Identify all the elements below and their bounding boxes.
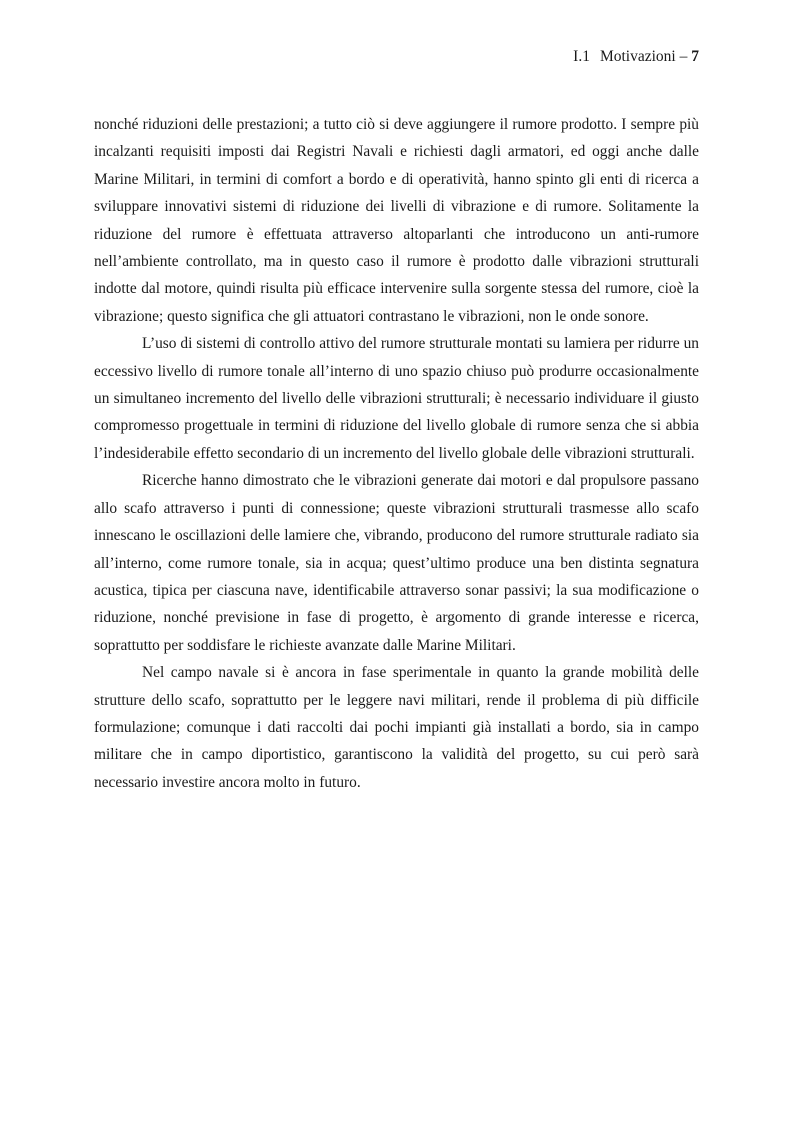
paragraph-active-noise-control: L’uso di sistemi di controllo attivo del rumore strutturale montati su lamiera per ridurre un eccessivo livello di rumore tonale all’interno di uno spazio chiuso può produrre occasionalmente un simultaneo incremento del livello delle vibrazioni strutturali; è necessario individuare il giusto compromesso progettuale in termini di riduzione del livello globale di rumore senza che si abbia l’indesiderabile effetto secondario di un incremento del livello globale delle vibrazioni strutturali. (94, 335, 699, 462)
paragraph-continuation: nonché riduzioni delle prestazioni; a tutto ciò si deve aggiungere il rumore prodotto. I sempre più incalzanti requisiti imposti dai Registri Navali e richiesti dagli armatori, ed oggi anche dalle Marine Militari, in termini di comfort a bordo e di operatività, hanno spinto gli enti di ricerca a sviluppare innovativi sistemi di riduzione dei livelli di vibrazione e di rumore. Solitamente la riduzione del rumore è effettuata attraverso altoparlanti che introducono un anti-rumore nell’ambiente controllato, ma in questo caso il rumore è prodotto dalle vibrazioni strutturali indotte dal motore, quindi risulta più efficace intervenire sulla sorgente stessa del rumore, cioè la vibrazione; questo significa che gli attuatori contrastano le vibrazioni, non le onde sonore. (94, 116, 699, 325)
running-header (573, 46, 699, 68)
header-separator: – (679, 48, 688, 65)
section-title: Motivazioni (599, 48, 676, 65)
body-text (94, 111, 699, 796)
paragraph-research-vibrations: Ricerche hanno dimostrato che le vibrazioni generate dai motori e dal propulsore passano allo scafo attraverso i punti di connessione; queste vibrazioni strutturali trasmesse allo scafo innescano le oscillazioni delle lamiere che, vibrando, producono del rumore strutturale radiato sia all’interno, come rumore tonale, sia in acqua; quest’ultimo produce una ben distinta segnatura acustica, tipica per ciascuna nave, identificabile attraverso sonar passivi; la sua modificazione o riduzione, nonché previsione in fase di progetto, è argomento di grande interesse e ricerca, soprattutto per soddisfare le richieste avanzate dalle Marine Militari. (94, 472, 699, 654)
paragraph-naval-field: Nel campo navale si è ancora in fase sperimentale in quanto la grande mobilità delle strutture dello scafo, soprattutto per le leggere navi militari, rende il problema di più difficile formulazione; comunque i dati raccolti dai pochi impianti già installati a bordo, sia in campo militare che in campo diportistico, garantiscono la validità del progetto, su cui però sarà necessario investire ancora molto in futuro. (94, 664, 699, 791)
section-number: I.1 (573, 48, 590, 65)
page-number: 7 (691, 48, 699, 65)
